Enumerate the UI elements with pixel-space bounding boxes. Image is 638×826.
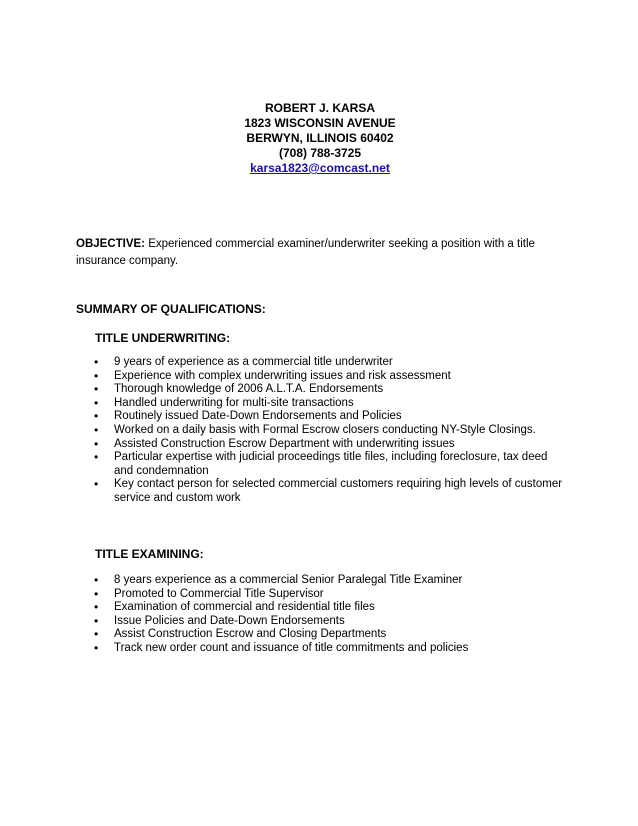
- list-item: • Particular expertise with judicial proceedings title files, including foreclosure, tax deed and condemnation: [0, 451, 564, 478]
- title-examining-list: [0, 574, 564, 656]
- list-item: • Track new order count and issuance of title commitments and policies: [0, 642, 564, 656]
- phone-number: (708) 788-3725: [278, 146, 362, 160]
- objective-section: [76, 236, 566, 270]
- list-item: • Handled underwriting for multi-site transactions: [0, 397, 564, 411]
- list-item: • Promoted to Commercial Title Supervisor: [0, 588, 564, 602]
- title-underwriting-heading: TITLE UNDERWRITING:: [95, 331, 231, 345]
- objective-label: OBJECTIVE:: [76, 238, 146, 250]
- title-underwriting-list: [0, 356, 564, 506]
- list-item: • Experience with complex underwriting issues and risk assessment: [0, 370, 564, 384]
- list-item: • 9 years of experience as a commercial title underwriter: [0, 356, 564, 370]
- list-item: • Thorough knowledge of 2006 A.L.T.A. Endorsements: [0, 383, 564, 397]
- address-line-2: BERWYN, ILLINOIS 60402: [246, 131, 394, 145]
- list-item: • Examination of commercial and residential title files: [0, 601, 564, 615]
- list-item: • Issue Policies and Date-Down Endorsements: [0, 615, 564, 629]
- candidate-name: ROBERT J. KARSA: [264, 101, 375, 115]
- address-line-1: 1823 WISCONSIN AVENUE: [244, 116, 396, 130]
- contact-header: [160, 101, 480, 176]
- list-item: • 8 years experience as a commercial Senior Paralegal Title Examiner: [0, 574, 564, 588]
- list-item: • Routinely issued Date-Down Endorsements and Policies: [0, 410, 564, 424]
- list-item: • Assisted Construction Escrow Department with underwriting issues: [0, 438, 564, 452]
- email-link[interactable]: karsa1823@comcast.net: [250, 161, 390, 175]
- summary-heading: SUMMARY OF QUALIFICATIONS:: [76, 302, 266, 316]
- list-item: • Key contact person for selected commercial customers requiring high levels of customer service and custom work: [0, 478, 564, 505]
- list-item: • Assist Construction Escrow and Closing Departments: [0, 628, 564, 642]
- title-examining-heading: TITLE EXAMINING:: [95, 547, 204, 561]
- list-item: • Worked on a daily basis with Formal Escrow closers conducting NY-Style Closings.: [0, 424, 564, 438]
- objective-text: Experienced commercial examiner/underwriter seeking a position with a title insurance company.: [76, 238, 535, 267]
